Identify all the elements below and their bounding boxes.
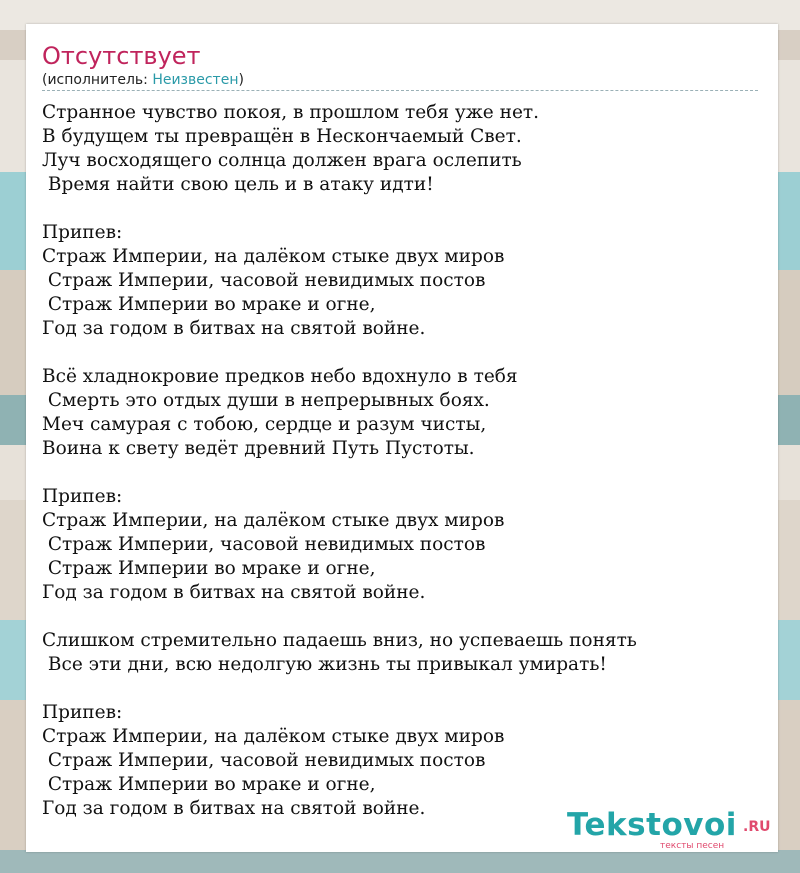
song-title: Отсутствует: [42, 42, 201, 70]
lyrics-card: [26, 24, 778, 852]
site-logo[interactable]: [567, 807, 777, 851]
logo-tagline: тексты песен: [660, 841, 725, 851]
artist-line: [42, 70, 244, 90]
lyrics-text: Странное чувство покоя, в прошлом тебя уже нет. В будущем ты превращён в Нескончаемый Свет. Луч восходящего солнца должен врага ослепить Время найти свою цель и в атаку идти! Припев: Страж Империи, на далёком стыке двух миров Страж Империи, часовой невидимых постов Страж Империи во мраке и огне, Год за годом в битвах на святой войне. Всё хладнокровие предков небо вдохнуло в тебя Смерть это отдых души в непрерывных боях. Меч самурая с тобою, сердце и разум чисты, Воина к свету ведёт древний Путь Пустоты. Припев: Страж Империи, на далёком стыке двух миров Страж Империи, часовой невидимых постов Страж Империи во мраке и огне, Год за годом в битвах на святой войне. Слишком стремительно падаешь вниз, но успеваешь понять Все эти дни, всю недолгую жизнь ты привыкал умирать! Припев: Страж Империи, на далёком стыке двух миров Страж Империи, часовой невидимых постов Страж Империи во мраке и огне, Год за годом в битвах на святой войне.: [42, 102, 637, 819]
title-divider: [42, 90, 758, 91]
logo-suffix: .RU: [743, 819, 771, 835]
artist-prefix: (исполнитель:: [42, 72, 153, 88]
artist-link[interactable]: Неизвестен: [152, 72, 239, 88]
artist-suffix: ): [238, 72, 244, 88]
logo-name: Tekstovoi: [567, 807, 737, 843]
